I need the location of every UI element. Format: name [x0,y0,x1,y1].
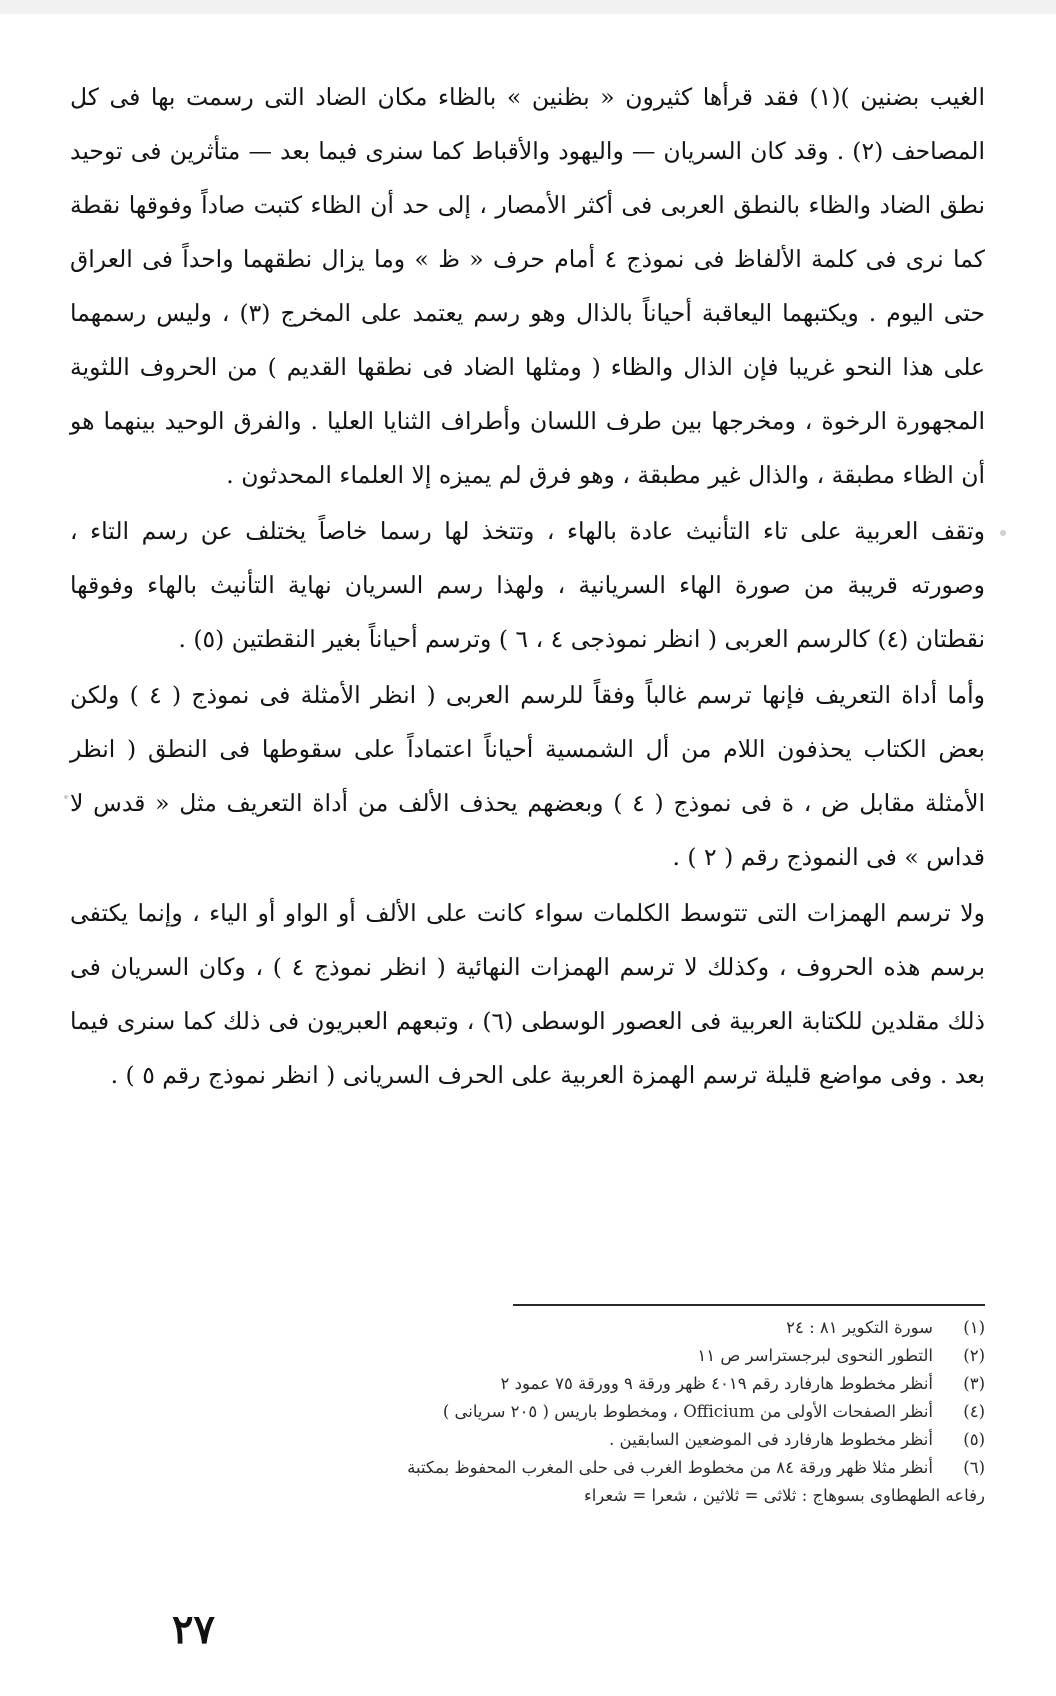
footnote-number: (٢) [963,1346,985,1365]
footnote-text: أنظر مثلا ظهر ورقة ٨٤ من مخطوط الغرب فى حلى المغرب المحفوظ بمكتبة [407,1458,933,1477]
footnote-continuation-text: رفاعه الطهطاوى بسوهاج : ثلاثى = ثلاثين ، شعرا = شعراء [583,1486,985,1505]
footnote-number: (٣) [963,1374,985,1393]
footnote-5 [70,1426,985,1454]
footnote-text: أنظر مخطوط هارفارد فى الموضعين السابقين . [609,1430,933,1449]
paragraph-1: الغيب بضنين )(١) فقد قرأها كثيرون « بظنين » بالظاء مكان الضاد التى رسمت بها فى كل المصاحف (٢) . وقد كان السريان — واليهود والأقباط كما سنرى فيما بعد — متأثرين فى توحيد نطق الضاد والظاء بالنطق العربى فى أكثر الأمصار ، إلى حد أن الظاء كتبت صاداً وفوقها نقطة كما نرى فى كلمة الألفاظ فى نموذج ٤ أمام حرف « ظ » وما يزال نطقهما واحداً فى العراق حتى اليوم . ويكتبهما اليعاقبة أحياناً بالذال وهو رسم يعتمد على المخرج (٣) ، وليس رسمهما على هذا النحو غريبا فإن الذال والظاء ( ومثلها الضاد فى نطقها القديم ) من الحروف اللثوية المجهورة الرخوة ، ومخرجها بين طرف اللسان وأطراف الثنايا العليا . والفرق الوحيد بينهما هو أن الظاء مطبقة ، والذال غير مطبقة ، وهو فرق لم يميزه إلا العلماء المحدثون . [70,83,985,489]
footnote-continuation [70,1482,985,1510]
paragraph-4: ولا ترسم الهمزات التى تتوسط الكلمات سواء كانت على الألف أو الواو أو الياء ، وإنما يكتفى برسم هذه الحروف ، وكذلك لا ترسم الهمزات النهائية ( انظر نموذج ٤ ) ، وكان السريان فى ذلك مقلدين للكتابة العربية فى العصور الوسطى (٦) ، وتبعهم العبريون فى ذلك كما سنرى فيما بعد . وفى مواضع قليلة ترسم الهمزة العربية على الحرف السريانى ( انظر نموذج رقم ٥ ) . [70,899,985,1089]
page-number: ٢٧ [172,1606,215,1653]
top-bar [0,0,1056,14]
footnote-number: (٦) [963,1458,985,1477]
footnote-3 [70,1370,985,1398]
footnote-text: أنظر مخطوط هارفارد رقم ٤٠١٩ ظهر ورقة ٩ وورقة ٧٥ عمود ٢ [500,1374,933,1393]
footnotes-list [70,1314,985,1510]
footnote-6 [70,1454,985,1482]
footnote-text: التطور النحوى لبرجستراسر ص ١١ [697,1346,933,1365]
footnote-1 [70,1314,985,1342]
footnote-text: أنظر الصفحات الأولى من Officium ، ومخطوط باريس ( ٢٠٥ سريانى ) [442,1402,933,1421]
paragraph-3: وأما أداة التعريف فإنها ترسم غالباً وفقاً للرسم العربى ( انظر الأمثلة فى نموذج ( ٤ ) ولكن بعض الكتاب يحذفون اللام من أل الشمسية أحياناً اعتماداً على سقوطها فى النطق ( انظر الأمثلة مقابل ض ، ة فى نموذج ( ٤ ) وبعضهم يحذف الألف من أداة التعريف مثل « قدس لا قداس » فى النموذج رقم ( ٢ ) . [70,681,986,871]
footnote-divider [513,1304,985,1306]
book-page [70,70,985,1670]
footnote-number: (٥) [963,1430,985,1449]
footnote-4 [70,1398,985,1426]
footnote-number: (٤) [963,1402,985,1421]
footnote-2 [70,1342,985,1370]
scan-speck [1000,530,1006,536]
scan-speck [64,795,68,799]
footnote-text: سورة التكوير ٨١ : ٢٤ [786,1318,933,1337]
footnote-number: (١) [963,1318,985,1337]
paragraph-2: وتقف العربية على تاء التأنيث عادة بالهاء ، وتتخذ لها رسما خاصاً يختلف عن رسم التاء ، وصورته قريبة من صورة الهاء السريانية ، ولهذا رسم السريان نهاية التأنيث بالهاء وفوقها نقطتان (٤) كالرسم العربى ( انظر نموذجى ٤ ، ٦ ) وترسم أحياناً بغير النقطتين (٥) . [70,517,985,653]
